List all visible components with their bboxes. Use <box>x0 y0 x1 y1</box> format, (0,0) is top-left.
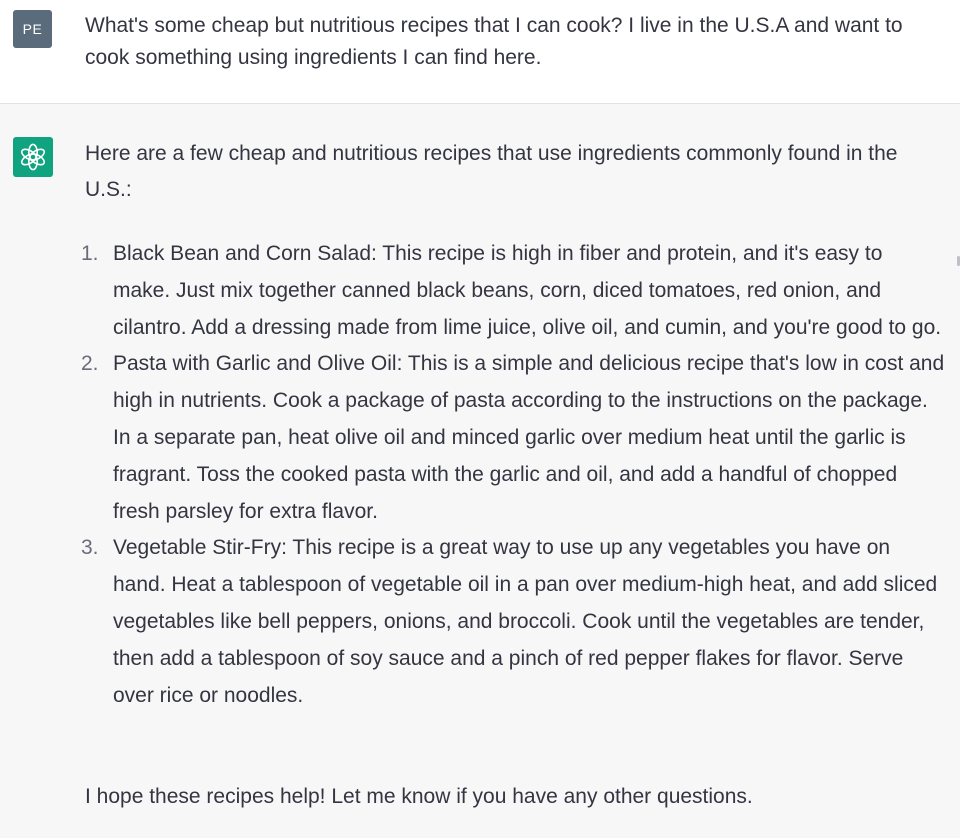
user-avatar <box>13 10 52 48</box>
openai-logo-icon <box>18 142 48 172</box>
assistant-intro: Here are a few cheap and nutritious recipes that use ingredients commonly found in the U.S.: <box>85 142 898 201</box>
assistant-avatar <box>13 137 53 177</box>
user-message-text: What's some cheap but nutritious recipes that I can cook? I live in the U.S.A and want to cook something using ingredients I can find here. <box>85 14 903 69</box>
assistant-closing: I hope these recipes help! Let me know if you have any other questions. <box>85 785 753 808</box>
list-item-text: Vegetable Stir-Fry: This recipe is a great way to use up any vegetables you have on hand. Heat a tablespoon of vegetable oil in a pan over medium-high heat, and add sliced vegetables like bell peppers, onions, and broccoli. Cook until the vegetables are tender, then add a tablespoon of soy sauce and a pinch of red pepper flakes for flavor. Serve over rice or noodles. <box>113 536 938 707</box>
list-item-number: 3. <box>81 536 99 560</box>
user-message <box>0 0 960 104</box>
recipe-list <box>81 236 945 714</box>
list-item-text: Black Bean and Corn Salad: This recipe is high in fiber and protein, and it's easy to make. Just mix together canned black beans, corn, diced tomatoes, red onion, and cilantro. Add a dressing made from lime juice, olive oil, and cumin, and you're good to go. <box>113 242 942 339</box>
list-item-number: 1. <box>81 242 99 265</box>
assistant-message <box>0 104 960 838</box>
list-item <box>81 530 945 714</box>
list-item <box>81 236 945 346</box>
list-item-text: Pasta with Garlic and Olive Oil: This is a simple and delicious recipe that's low in cost and high in nutrients. Cook a package of pasta according to the instructions on the package. In a separate pan, heat olive oil and minced garlic over medium heat until the garlic is fragrant. Toss the cooked pasta with the garlic and oil, and add a handful of chopped fresh parsley for extra flavor. <box>113 352 945 523</box>
list-item <box>81 346 945 530</box>
list-item-number: 2. <box>81 352 99 376</box>
user-avatar-initials: PE <box>22 21 43 37</box>
